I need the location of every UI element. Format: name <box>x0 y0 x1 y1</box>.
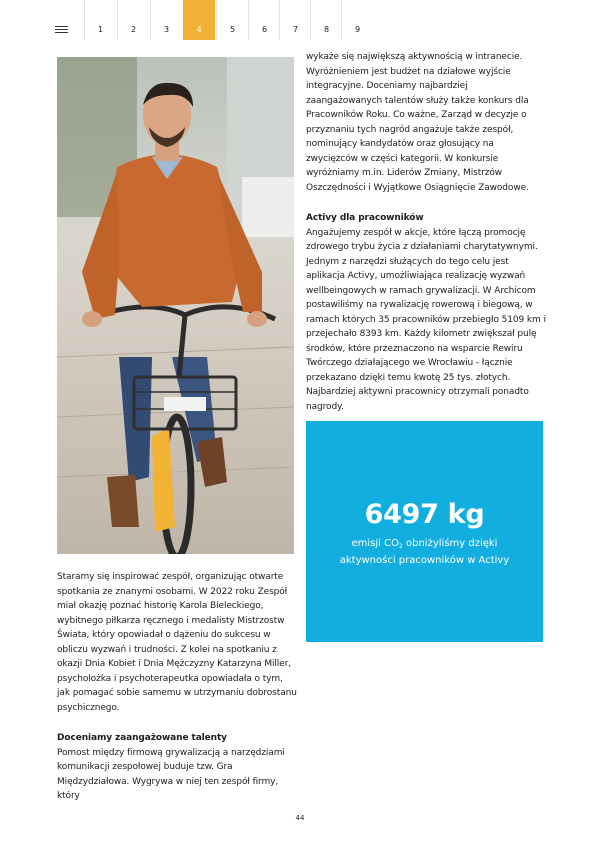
nav-tab-7[interactable]: 7 <box>279 0 311 40</box>
page-number: 44 <box>295 814 305 822</box>
nav-tab-3[interactable]: 3 <box>150 0 182 40</box>
stat-desc-line2: aktywności pracowników w Activy <box>339 555 510 566</box>
right-column-text <box>306 50 546 414</box>
paragraph-game: Pomost między firmową grywalizacją a narzędziami komunikacji zespołowej buduje tzw. Gra Międzydziałowa. Wygrywa w niej ten zespół firmy, który <box>57 747 285 801</box>
stat-desc-part2: obniżyliśmy dzięki <box>402 538 498 549</box>
top-navigation <box>0 0 600 40</box>
left-column-text <box>57 570 297 804</box>
nav-tab-9[interactable]: 9 <box>341 0 373 40</box>
stat-desc-part1: emisji CO <box>351 538 399 549</box>
nav-tab-6[interactable]: 6 <box>248 0 280 40</box>
heading-activy: Activy dla pracowników <box>306 213 424 223</box>
nav-tab-4[interactable]: 4 <box>183 0 215 40</box>
stat-desc-subscript: 2 <box>399 543 403 550</box>
heading-talents: Doceniamy zaangażowane talenty <box>57 733 227 743</box>
nav-tab-5[interactable]: 5 <box>216 0 248 40</box>
paragraph-awards: wykaże się największą aktywnością w intranecie. Wyróżnieniem jest budżet na działowe wyjście integracyjne. Doceniamy najbardziej zaangażowanych talentów służy także konkurs dla Pracowników Roku. Co ważne, Zarząd w decyzje o przyznaniu tych nagród angażuje także zespół, nominujący kandydatów oraz głosujący na zwycięzców w części kategorii. W konkursie wyróżniamy m.in. Liderów Zmiany, Mistrzów Oszczędności i Wyjątkowe Osiągnięcie Zawodowe. <box>306 52 529 193</box>
paragraph-meetings: Staramy się inspirować zespół, organizując otwarte spotkania ze znanymi osobami. W 2022 roku Zespół miał okazję poznać historię Karola Bieleckiego, wybitnego piłkarza ręcznego i medalisty Mistrzostw Świata, który opowiadał o dążeniu do sukcesu w obliczu wyzwań i trudności. Z kolei na spotkaniu z okazji Dnia Kobiet i Dnia Mężczyzny Katarzyna Miller, psycholożka i psychoterapeutka opowiadała o tym, jak pomagać sobie samemu w utrzymaniu dobrostanu psychicznego. <box>57 572 297 713</box>
stat-box-co2 <box>306 421 543 642</box>
nav-tab-1[interactable]: 1 <box>84 0 116 40</box>
stat-description <box>306 537 543 568</box>
paragraph-activy: Angażujemy zespół w akcje, które łączą promocję zdrowego trybu życia z działaniami charytatywnymi. Jednym z narzędzi służących do tego celu jest aplikacja Activy, umożliwiająca realizację wyzwań wellbeingowych w ramach grywalizacji. W Archicom postawiliśmy na rywalizację rowerową i biegową, w ramach których 35 pracowników przebiegło 5109 km i przejechało 8393 km. Każdy kilometr zwiększał pulę środków, które przeznaczono na wsparcie Rewiru Twórczego działającego we Wrocławiu - łącznie przekazano dzięki temu kwotę 25 tys. złotych. Najbardziej aktywni pracownicy otrzymali ponadto nagrody. <box>306 227 546 412</box>
stat-value: 6497 kg <box>364 499 485 530</box>
nav-tab-2[interactable]: 2 <box>117 0 149 40</box>
photo-man-on-bicycle <box>57 57 294 554</box>
nav-tab-8[interactable]: 8 <box>310 0 342 40</box>
menu-icon[interactable] <box>55 26 68 34</box>
